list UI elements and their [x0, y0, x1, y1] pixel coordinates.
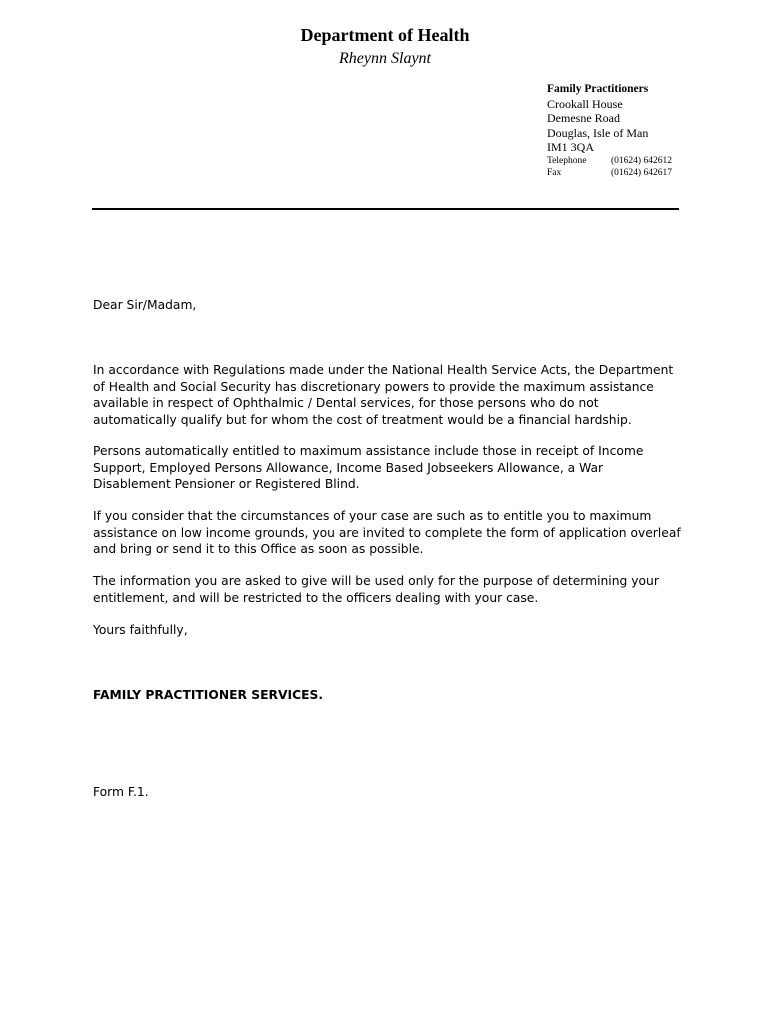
fax-number: (01624) 642617 — [611, 167, 672, 178]
address-line: Demesne Road — [547, 111, 620, 125]
fax-row — [547, 167, 687, 179]
letterhead-subtitle: Rheynn Slaynt — [339, 50, 431, 67]
paragraph-2: Persons automatically entitled to maximum assistance include those in receipt of Income Support, Employed Persons Allowance, Income Based Jobseekers Allowance, a War Disablement Pensioner or Registered Blind. — [93, 444, 644, 491]
header-rule — [92, 208, 679, 210]
paragraph-3: If you consider that the circumstances of your case are such as to entitle you to maximum assistance on low income grounds, you are invited to complete the form of application overleaf and bring or send it to this Office as soon as possible. — [93, 509, 681, 556]
address-line: Douglas, Isle of Man — [547, 125, 649, 140]
paragraph-1: In accordance with Regulations made under the National Health Service Acts, the Department of Health and Social Security has discretionary powers to provide the maximum assistance available in respect of Ophthalmic / Dental services, for those persons who do not automatically qualify but for whom the cost of treatment would be a financial hardship. — [93, 363, 674, 427]
telephone-number: (01624) 642612 — [611, 155, 672, 166]
telephone-label: Telephone — [547, 155, 587, 166]
address-line: IM1 3QA — [547, 140, 594, 154]
fax-label: Fax — [547, 167, 562, 178]
paragraph-4: The information you are asked to give will be used only for the purpose of determining your entitlement, and will be restricted to the officers dealing with your case. — [93, 574, 659, 605]
form-reference: Form F.1. — [93, 785, 149, 799]
address-line: Crookall House — [547, 96, 623, 111]
signature: FAMILY PRACTITIONER SERVICES. — [93, 688, 324, 702]
closing: Yours faithfully, — [93, 623, 188, 637]
telephone-row — [547, 155, 687, 167]
letterhead-title: Department of Health — [300, 25, 470, 45]
salutation: Dear Sir/Madam, — [93, 298, 197, 312]
address-block — [547, 82, 687, 179]
address-name: Family Practitioners — [547, 83, 649, 95]
